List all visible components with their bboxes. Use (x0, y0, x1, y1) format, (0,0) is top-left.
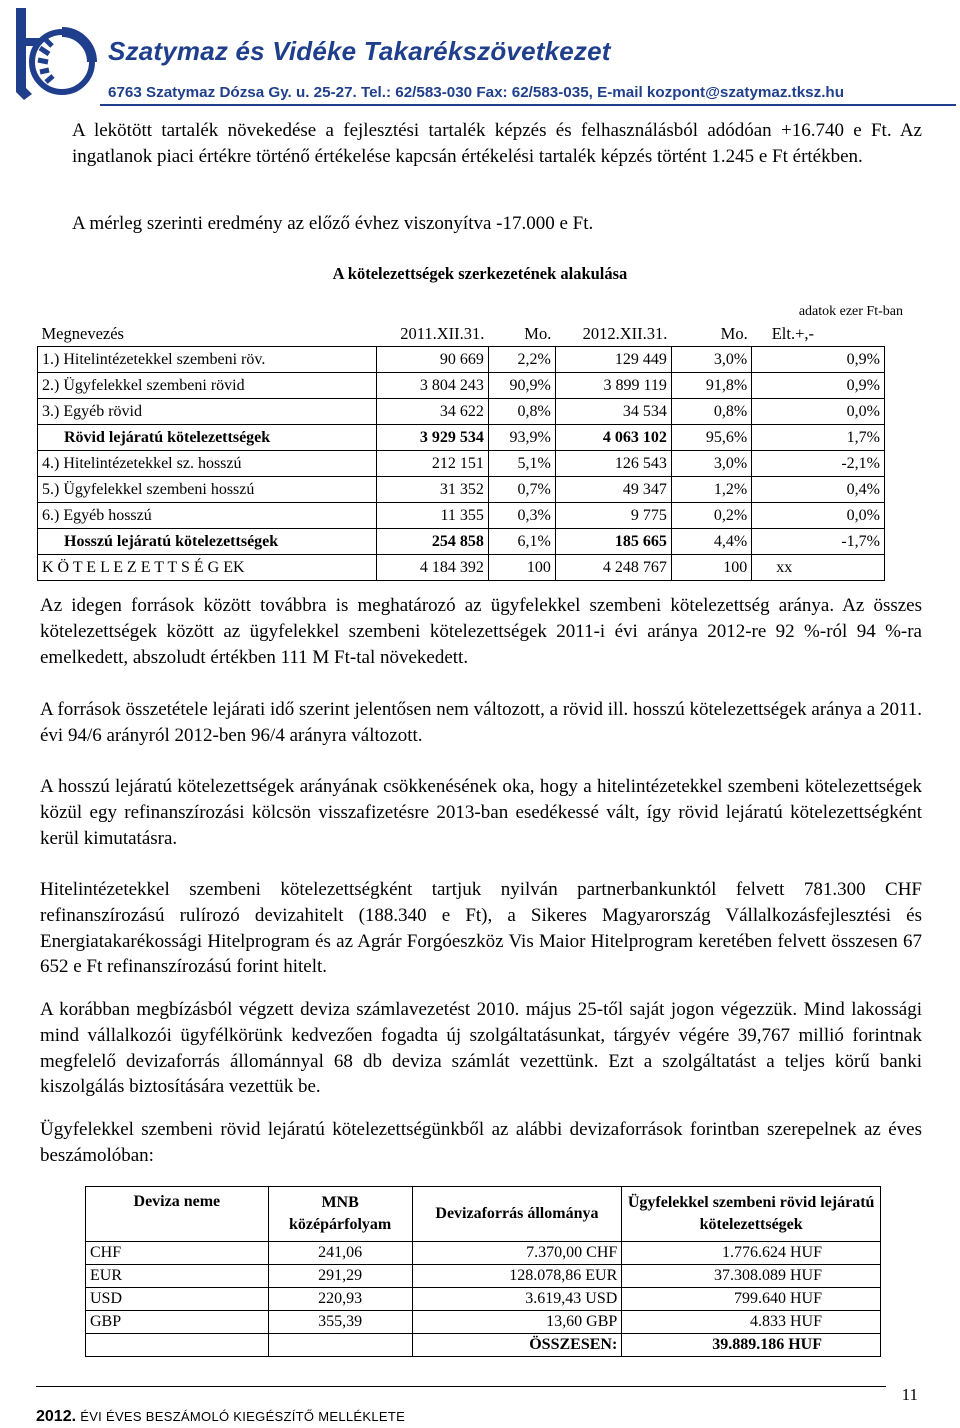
cell-ratio-2011: 90,9% (488, 373, 555, 399)
cell-diff: 0,9% (752, 373, 885, 399)
table-row (38, 373, 885, 399)
paragraph-long-term: A hosszú lejáratú kötelezettségek arányának csökkenésének oka, hogy a hitelintézetekkel szembeni kötelezettségek közül egy refinanszírozási kölcsön visszafizetésre 2013-ban esedékessé vált, így rövid lejáratú kötelezettségként kerül kimutatásra. (40, 776, 922, 849)
cell-2011: 34 622 (377, 399, 489, 425)
cell-2012: 185 665 (555, 529, 671, 555)
page-number: 11 (901, 1385, 918, 1404)
fx-currency: USD (86, 1288, 269, 1311)
row-name: 6.) Egyéb hosszú (38, 503, 377, 529)
fx-currency: CHF (86, 1242, 269, 1265)
fx-total-empty (86, 1334, 269, 1357)
cell-ratio-2012: 3,0% (671, 347, 751, 373)
liabilities-table (37, 322, 885, 581)
cell-ratio-2012: 3,0% (671, 451, 751, 477)
paragraph-fx-accounts: A korábban megbízásból végzett deviza számlavezetést 2010. május 25-től saját jogon végezzük. Mind lakossági mind vállalkozói ügyfélkörünk kedvezően fogadta új szolgáltatásunkat, tárgyév végére 39,767 millió forintnak megfelelő devizaforrás állománnyal 68 db deviza számlát vezettünk. Ezt a szolgáltatást a teljes körű banki kiszolgálás biztosítására vezettük be. (40, 999, 922, 1098)
header-divider (100, 104, 956, 106)
cell-ratio-2011: 5,1% (488, 451, 555, 477)
cell-diff: -2,1% (752, 451, 885, 477)
fx-header-row (86, 1187, 881, 1242)
fx-huf: 37.308.089 HUF (622, 1265, 881, 1288)
row-name: Hosszú lejáratú kötelezettségek (38, 529, 377, 555)
cell-diff: 0,0% (752, 399, 885, 425)
row-name: 1.) Hitelintézetekkel szembeni röv. (38, 347, 377, 373)
bank-logo-icon (4, 4, 104, 104)
cell-ratio-2011: 2,2% (488, 347, 555, 373)
table-row (38, 399, 885, 425)
cell-2012: 4 063 102 (555, 425, 671, 451)
cell-ratio-2011: 0,3% (488, 503, 555, 529)
row-name: 3.) Egyéb rövid (38, 399, 377, 425)
fx-total-row (86, 1334, 881, 1357)
fx-row (86, 1288, 881, 1311)
fx-currency: GBP (86, 1311, 269, 1334)
cell-2011: 3 929 534 (377, 425, 489, 451)
cell-2012: 9 775 (555, 503, 671, 529)
cell-ratio-2011: 0,8% (488, 399, 555, 425)
cell-ratio-2012: 91,8% (671, 373, 751, 399)
fx-huf: 4.833 HUF (622, 1311, 881, 1334)
cell-diff: 0,4% (752, 477, 885, 503)
fx-rate: 355,39 (268, 1311, 412, 1334)
table-total-row (38, 555, 885, 581)
cell-ratio-2011: 93,9% (488, 425, 555, 451)
table-row (38, 503, 885, 529)
fx-row (86, 1242, 881, 1265)
fx-total-label: ÖSSZESEN: (412, 1334, 622, 1357)
fx-row (86, 1311, 881, 1334)
cell-ratio-2012: 100 (671, 555, 751, 581)
paragraph-credit-institutions: Hitelintézetekkel szembeni kötelezettségként tartjuk nyilván partnerbankunktól felvett 781.300 CHF refinanszírozású rulírozó devizahitelt (188.340 e Ft), a Sikeres Magyarország Vállalkozásfejlesztési és Energiatakarékossági Hitelprogram és az Agrár Forgóeszköz Vis Maior Hitelprogram keretében felvett összesen 67 652 e Ft refinanszírozású forint hitelt. (40, 879, 922, 978)
fx-table (85, 1186, 881, 1357)
paragraph-foreign-sources: Az idegen források között továbbra is meghatározó az ügyfelekkel szembeni kötelezettség aránya. Az összes kötelezettségek között az ügyfelekkel szembeni kötelezettségek 2011-i évi aránya 2012-re 92 %-ról 94 %-ra emelkedett, abszoludt értékben 111 M Ft-tal növekedett. (40, 595, 922, 668)
paragraph-reserve: A lekötött tartalék növekedése a fejlesztési tartalék képzés és felhasználásból adódóan +16.740 e Ft. Az ingatlanok piaci értékre történő értékelése kapcsán értékelési tartalék képzés történt 1.245 e Ft értékben. (72, 120, 922, 167)
fx-col-rate: MNB középárfolyam (268, 1187, 412, 1242)
footer-title: ÉVI ÉVES BESZÁMOLÓ KIEGÉSZÍTŐ MELLÉKLETE (80, 1409, 406, 1424)
table1-caption: A kötelezettségek szerkezetének alakulása (332, 264, 628, 283)
fx-rate: 241,06 (268, 1242, 412, 1265)
fx-huf: 799.640 HUF (622, 1288, 881, 1311)
cell-diff: 0,9% (752, 347, 885, 373)
cell-2012: 49 347 (555, 477, 671, 503)
paragraph-fx-intro: Ügyfelekkel szembeni rövid lejáratú kötelezettségünkből az alábbi devizaforrások forintban szerepelnek az éves beszámolóban: (40, 1119, 922, 1166)
fx-col-amount: Devizaforrás állománya (412, 1187, 622, 1242)
table-subtotal-row (38, 529, 885, 555)
col-header-diff: Elt.+,- (771, 324, 815, 343)
fx-col-huf: Ügyfelekkel szembeni rövid lejáratú kötelezettségek (622, 1187, 881, 1242)
bank-name: Szatymaz és Vidéke Takarékszövetkezet (108, 36, 611, 66)
row-name: Rövid lejáratú kötelezettségek (38, 425, 377, 451)
paragraph-result: A mérleg szerinti eredmény az előző évhez viszonyítva -17.000 e Ft. (72, 213, 594, 234)
cell-2011: 3 804 243 (377, 373, 489, 399)
table-row (38, 477, 885, 503)
row-name: 4.) Hitelintézetekkel sz. hosszú (38, 451, 377, 477)
fx-rate: 291,29 (268, 1265, 412, 1288)
col-header-ratio-2012: Mo. (720, 324, 748, 343)
fx-col-currency: Deviza neme (86, 1187, 269, 1242)
table-subtotal-row (38, 425, 885, 451)
cell-2011: 31 352 (377, 477, 489, 503)
bank-address: 6763 Szatymaz Dózsa Gy. u. 25-27. Tel.: 62/583-030 Fax: 62/583-035, E-mail kozpont@szatymaz.tksz.hu (108, 84, 844, 101)
cell-ratio-2011: 100 (488, 555, 555, 581)
paragraph-maturity: A források összetétele lejárati idő szerint jelentősen nem változott, a rövid ill. hosszú kötelezettségek aránya a 2011. évi 94/6 arányról 2012-ben 96/4 arányra változott. (40, 699, 922, 746)
footer-year: 2012. (36, 1408, 77, 1425)
cell-diff: -1,7% (752, 529, 885, 555)
row-name: K Ö T E L E Z E T T S É G EK (38, 555, 377, 581)
fx-currency: EUR (86, 1265, 269, 1288)
cell-ratio-2012: 4,4% (671, 529, 751, 555)
table-row (38, 451, 885, 477)
fx-total-empty (268, 1334, 412, 1357)
table-row (38, 347, 885, 373)
cell-2011: 90 669 (377, 347, 489, 373)
cell-diff: xx (752, 555, 885, 581)
table-header-row (38, 322, 885, 347)
fx-amount: 7.370,00 CHF (412, 1242, 622, 1265)
cell-ratio-2012: 95,6% (671, 425, 751, 451)
col-header-2012: 2012.XII.31. (582, 324, 668, 343)
footer-divider (36, 1386, 886, 1387)
fx-rate: 220,93 (268, 1288, 412, 1311)
fx-huf: 1.776.624 HUF (622, 1242, 881, 1265)
col-header-ratio-2011: Mo. (524, 324, 552, 343)
cell-ratio-2011: 6,1% (488, 529, 555, 555)
cell-2011: 254 858 (377, 529, 489, 555)
col-header-name: Megnevezés (41, 324, 124, 343)
fx-amount: 128.078,86 EUR (412, 1265, 622, 1288)
cell-2011: 11 355 (377, 503, 489, 529)
col-header-2011: 2011.XII.31. (400, 324, 485, 343)
cell-ratio-2012: 0,2% (671, 503, 751, 529)
cell-diff: 0,0% (752, 503, 885, 529)
cell-diff: 1,7% (752, 425, 885, 451)
cell-2012: 3 899 119 (555, 373, 671, 399)
row-name: 2.) Ügyfelekkel szembeni rövid (38, 373, 377, 399)
cell-2011: 212 151 (377, 451, 489, 477)
fx-row (86, 1265, 881, 1288)
fx-total-value: 39.889.186 HUF (622, 1334, 881, 1357)
cell-ratio-2012: 0,8% (671, 399, 751, 425)
cell-2012: 4 248 767 (555, 555, 671, 581)
footer (36, 1408, 405, 1426)
cell-2011: 4 184 392 (377, 555, 489, 581)
cell-2012: 126 543 (555, 451, 671, 477)
row-name: 5.) Ügyfelekkel szembeni hosszú (38, 477, 377, 503)
fx-amount: 13,60 GBP (412, 1311, 622, 1334)
cell-ratio-2012: 1,2% (671, 477, 751, 503)
cell-2012: 34 534 (555, 399, 671, 425)
fx-amount: 3.619,43 USD (412, 1288, 622, 1311)
cell-ratio-2011: 0,7% (488, 477, 555, 503)
cell-2012: 129 449 (555, 347, 671, 373)
letterhead (0, 0, 960, 110)
table1-unit: adatok ezer Ft-ban (798, 304, 903, 319)
